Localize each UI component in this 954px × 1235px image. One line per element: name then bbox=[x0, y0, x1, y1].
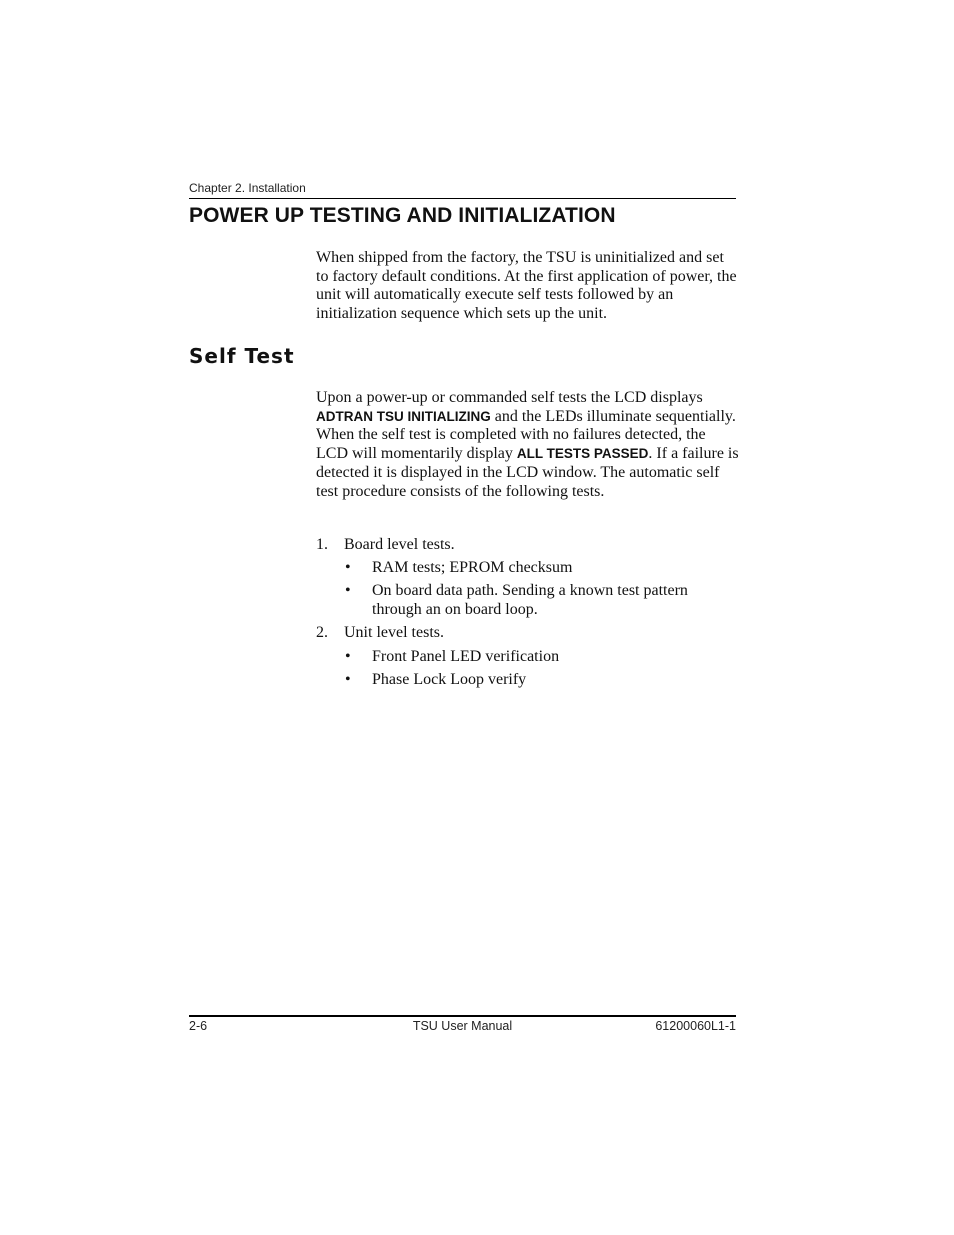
manual-title: TSU User Manual bbox=[412, 1019, 513, 1033]
paragraph-text: Upon a power-up or commanded self tests the LCD displays bbox=[316, 389, 703, 406]
bullet-icon: • bbox=[345, 582, 351, 600]
bullet-item bbox=[316, 559, 740, 578]
bullet-item-text: Phase Lock Loop verify bbox=[372, 670, 527, 688]
section-paragraph: When shipped from the factory, the TSU is uninitialized and set to factory default conditions. At the first application of power, the unit will automatically execute self tests followed by an initialization sequence which sets up the unit. bbox=[316, 249, 737, 323]
footer-rule bbox=[189, 1015, 736, 1017]
bullet-icon: • bbox=[345, 647, 351, 665]
bullet-icon: • bbox=[345, 670, 351, 688]
bullet-item-text: Front Panel LED verification bbox=[372, 647, 560, 665]
test-list bbox=[316, 536, 740, 689]
self-test-paragraph bbox=[316, 389, 740, 501]
bullet-item-text: On board data path. Sending a known test pattern through an on board loop. bbox=[372, 582, 688, 619]
list-number: 1. bbox=[316, 536, 328, 553]
document-number: 61200060L1-1 bbox=[655, 1019, 736, 1033]
list-item bbox=[316, 624, 740, 643]
bullet-item bbox=[316, 671, 740, 690]
list-item-label: Board level tests. bbox=[344, 536, 455, 553]
list-item bbox=[316, 536, 740, 555]
list-number: 2. bbox=[316, 624, 328, 642]
bullet-item-text: RAM tests; EPROM checksum bbox=[372, 559, 573, 577]
lcd-message-passed: ALL TESTS PASSED bbox=[516, 446, 649, 462]
bullet-item bbox=[316, 582, 740, 619]
paragraph-text: . If a failure is detected it is displayed in the LCD window. The automatic self test procedure consists of the following tests. bbox=[316, 445, 739, 500]
page-number: 2-6 bbox=[189, 1019, 208, 1033]
bullet-item bbox=[316, 648, 740, 667]
section-title: POWER UP TESTING AND INITIALIZATION bbox=[189, 204, 616, 227]
header-rule bbox=[189, 198, 736, 199]
bullet-icon: • bbox=[345, 559, 351, 577]
lcd-message-initializing: ADTRAN TSU INITIALIZING bbox=[316, 408, 491, 424]
running-head: Chapter 2. Installation bbox=[189, 181, 306, 195]
paragraph-text: and the LEDs illuminate sequentially. When the self test is completed with no failures detected, the LCD will momentarily display bbox=[316, 407, 736, 463]
list-item-label: Unit level tests. bbox=[344, 624, 444, 642]
subsection-title: Self Test bbox=[189, 344, 295, 368]
